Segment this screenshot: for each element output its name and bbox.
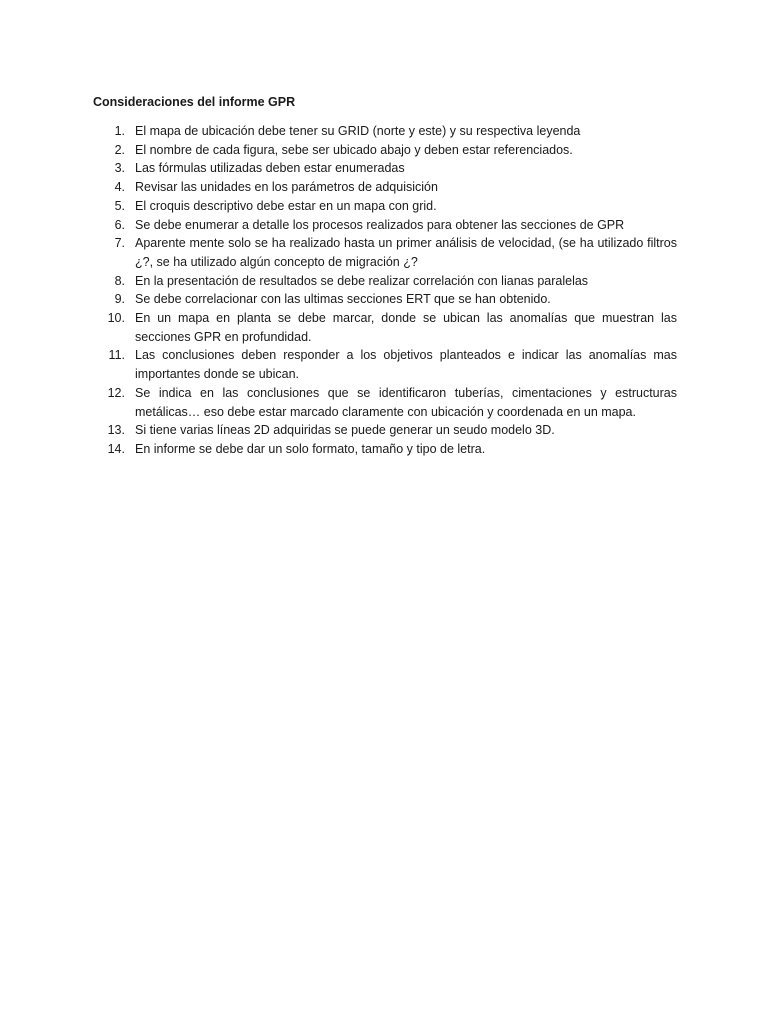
list-item: [93, 309, 677, 346]
list-item-text: Se debe correlacionar con las ultimas secciones ERT que se han obtenido.: [135, 292, 551, 307]
list-item-number: 1.: [114, 124, 125, 138]
list-item-number: 8.: [114, 273, 125, 288]
list-item: [93, 216, 677, 235]
list-item-number: 10.: [107, 311, 125, 326]
document-title: Consideraciones del informe GPR: [93, 95, 296, 109]
list-item: [93, 159, 677, 178]
list-item-text: Las fórmulas utilizadas deben estar enumeradas: [135, 161, 405, 176]
list-item-text: El nombre de cada figura, sebe ser ubicado abajo y deben estar referenciados.: [135, 142, 573, 157]
list-item-text: Se debe enumerar a detalle los procesos realizados para obtener las secciones de GPR: [135, 217, 625, 232]
list-item-text: El mapa de ubicación debe tener su GRID (norte y este) y su respectiva leyenda: [135, 124, 581, 138]
list-item-number: 12.: [107, 385, 125, 400]
list-item: [93, 234, 677, 271]
list-item-number: 13.: [107, 423, 125, 438]
list-item: [93, 440, 677, 459]
list-item: [93, 197, 677, 216]
list-item: [93, 421, 677, 440]
list-item-text: Si tiene varias líneas 2D adquiridas se puede generar un seudo modelo 3D.: [135, 423, 555, 438]
list-item-number: 14.: [107, 441, 125, 456]
list-item-number: 2.: [114, 142, 125, 157]
list-item-number: 9.: [114, 292, 125, 307]
list-item-number: 4.: [114, 180, 125, 195]
list-item: [93, 346, 677, 383]
list-item: [93, 272, 677, 291]
list-item-text: En informe se debe dar un solo formato, tamaño y tipo de letra.: [135, 441, 486, 456]
list-item-text: En un mapa en planta se debe marcar, donde se ubican las anomalías que muestran las secciones GPR en profundidad.: [135, 311, 677, 344]
list-item-text: Se indica en las conclusiones que se identificaron tuberías, cimentaciones y estructuras metálicas… eso debe estar marcado claramente con ubicación y coordenada en un mapa.: [135, 385, 677, 419]
list-item-number: 11.: [108, 348, 125, 363]
list-item-text: El croquis descriptivo debe estar en un mapa con grid.: [135, 198, 437, 213]
list-item: [93, 290, 677, 309]
list-item: [93, 122, 677, 141]
list-item-text: En la presentación de resultados se debe realizar correlación con lianas paralelas: [135, 273, 589, 288]
list-item-text: Aparente mente solo se ha realizado hasta un primer análisis de velocidad, (se ha utilizado filtros ¿?, se ha utilizado algún concepto de migración ¿?: [135, 236, 677, 269]
list-item-number: 5.: [114, 198, 125, 213]
list-item-number: 3.: [114, 161, 125, 176]
list-item: [93, 178, 677, 197]
list-item-number: 6.: [114, 217, 125, 232]
list-item: [93, 141, 677, 160]
list-item-text: Las conclusiones deben responder a los objetivos planteados e indicar las anomalías mas importantes donde se ubican.: [135, 348, 677, 382]
considerations-list: [93, 122, 677, 459]
list-item-text: Revisar las unidades en los parámetros de adquisición: [135, 180, 438, 195]
list-item-number: 7.: [114, 236, 125, 251]
list-item: [93, 384, 677, 421]
